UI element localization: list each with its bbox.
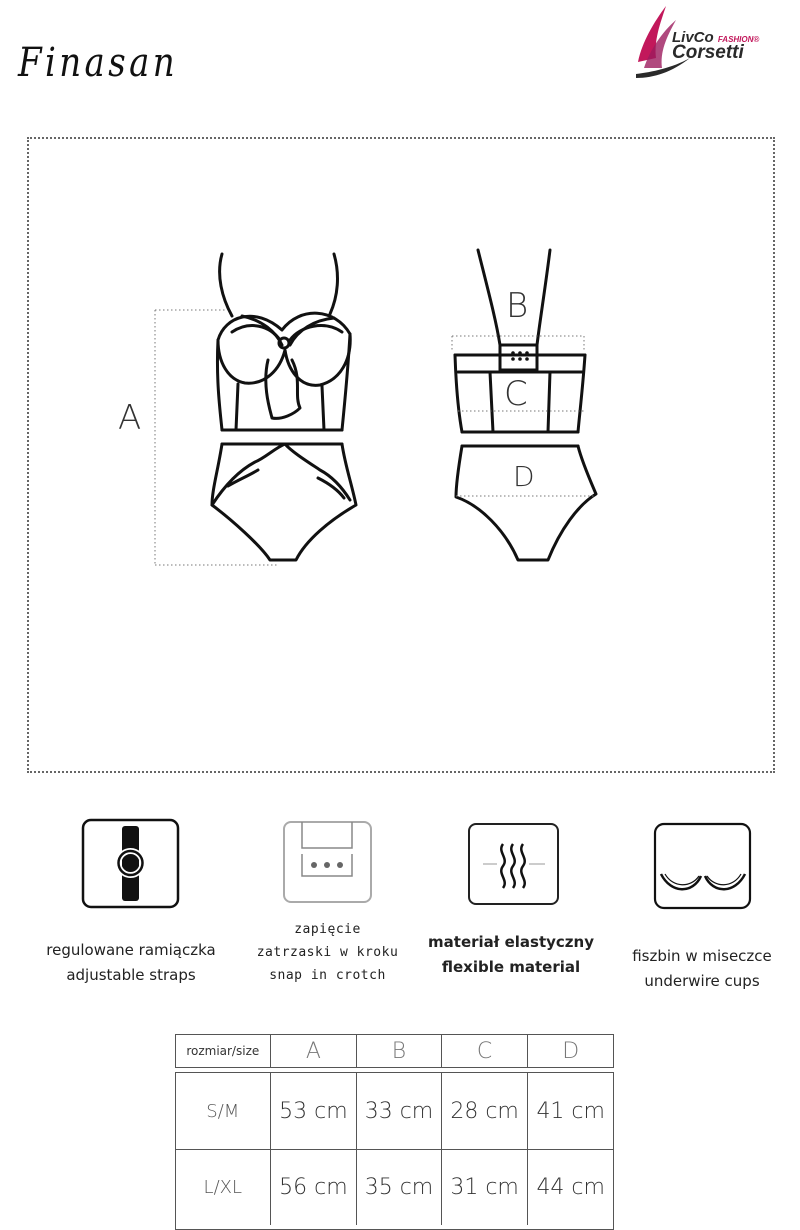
flexible-material-icon xyxy=(467,822,561,908)
feature-flexible-material xyxy=(420,930,602,980)
front-view-drawing xyxy=(212,254,356,560)
adjustable-strap-icon xyxy=(81,818,181,910)
measure-label-d: D xyxy=(513,460,535,493)
feature-underwire-cups xyxy=(604,944,800,994)
brand-name-line2: Corsetti xyxy=(672,42,744,63)
feature-label-pl: materiał elastyczny xyxy=(428,933,594,951)
table-row xyxy=(176,1149,613,1225)
feature-label-pl-1: zapięcie xyxy=(294,922,361,937)
measure-label-b: B xyxy=(506,286,529,326)
feature-label-en: snap in crotch xyxy=(269,968,386,983)
brand-name-line1: LivCo xyxy=(672,29,714,46)
feature-label-en: adjustable straps xyxy=(66,966,196,984)
value-cell-b: 35 cm xyxy=(357,1150,442,1225)
feature-label-en: flexible material xyxy=(441,958,581,976)
feature-label-pl-2: zatrzaski w kroku xyxy=(256,945,399,960)
size-table-header xyxy=(175,1034,614,1068)
value-cell-a: 53 cm xyxy=(271,1073,358,1149)
size-table-body xyxy=(175,1072,614,1230)
brand-superscript: FASHION® xyxy=(717,35,760,44)
value-cell-d: 41 cm xyxy=(536,1098,605,1124)
value-cell-c: 31 cm xyxy=(442,1150,529,1225)
feature-adjustable-straps xyxy=(20,938,242,988)
feature-label-pl: fiszbin w miseczce xyxy=(632,947,772,965)
size-header-a: A xyxy=(271,1035,358,1067)
size-header-d: D xyxy=(562,1038,580,1064)
snap-crotch-icon xyxy=(282,820,374,906)
value-cell-b: 33 cm xyxy=(357,1073,442,1149)
underwire-cups-icon xyxy=(653,822,753,912)
feature-label-pl: regulowane ramiączka xyxy=(46,941,216,959)
measure-label-a: A xyxy=(118,398,142,438)
size-header-label: rozmiar/size xyxy=(176,1035,271,1067)
feature-label-en: underwire cups xyxy=(644,972,760,990)
size-header-b: B xyxy=(357,1035,442,1067)
table-row xyxy=(176,1073,613,1149)
value-cell-a: 56 cm xyxy=(271,1150,358,1225)
size-cell: L/XL xyxy=(176,1150,271,1225)
product-name: Finasan xyxy=(18,40,179,86)
size-header-c: C xyxy=(442,1035,529,1067)
size-cell: S/M xyxy=(176,1073,271,1149)
feature-snap-crotch xyxy=(240,918,415,987)
value-cell-c: 28 cm xyxy=(442,1073,529,1149)
measure-label-c: C xyxy=(504,374,528,414)
value-cell-d: 44 cm xyxy=(536,1175,605,1200)
